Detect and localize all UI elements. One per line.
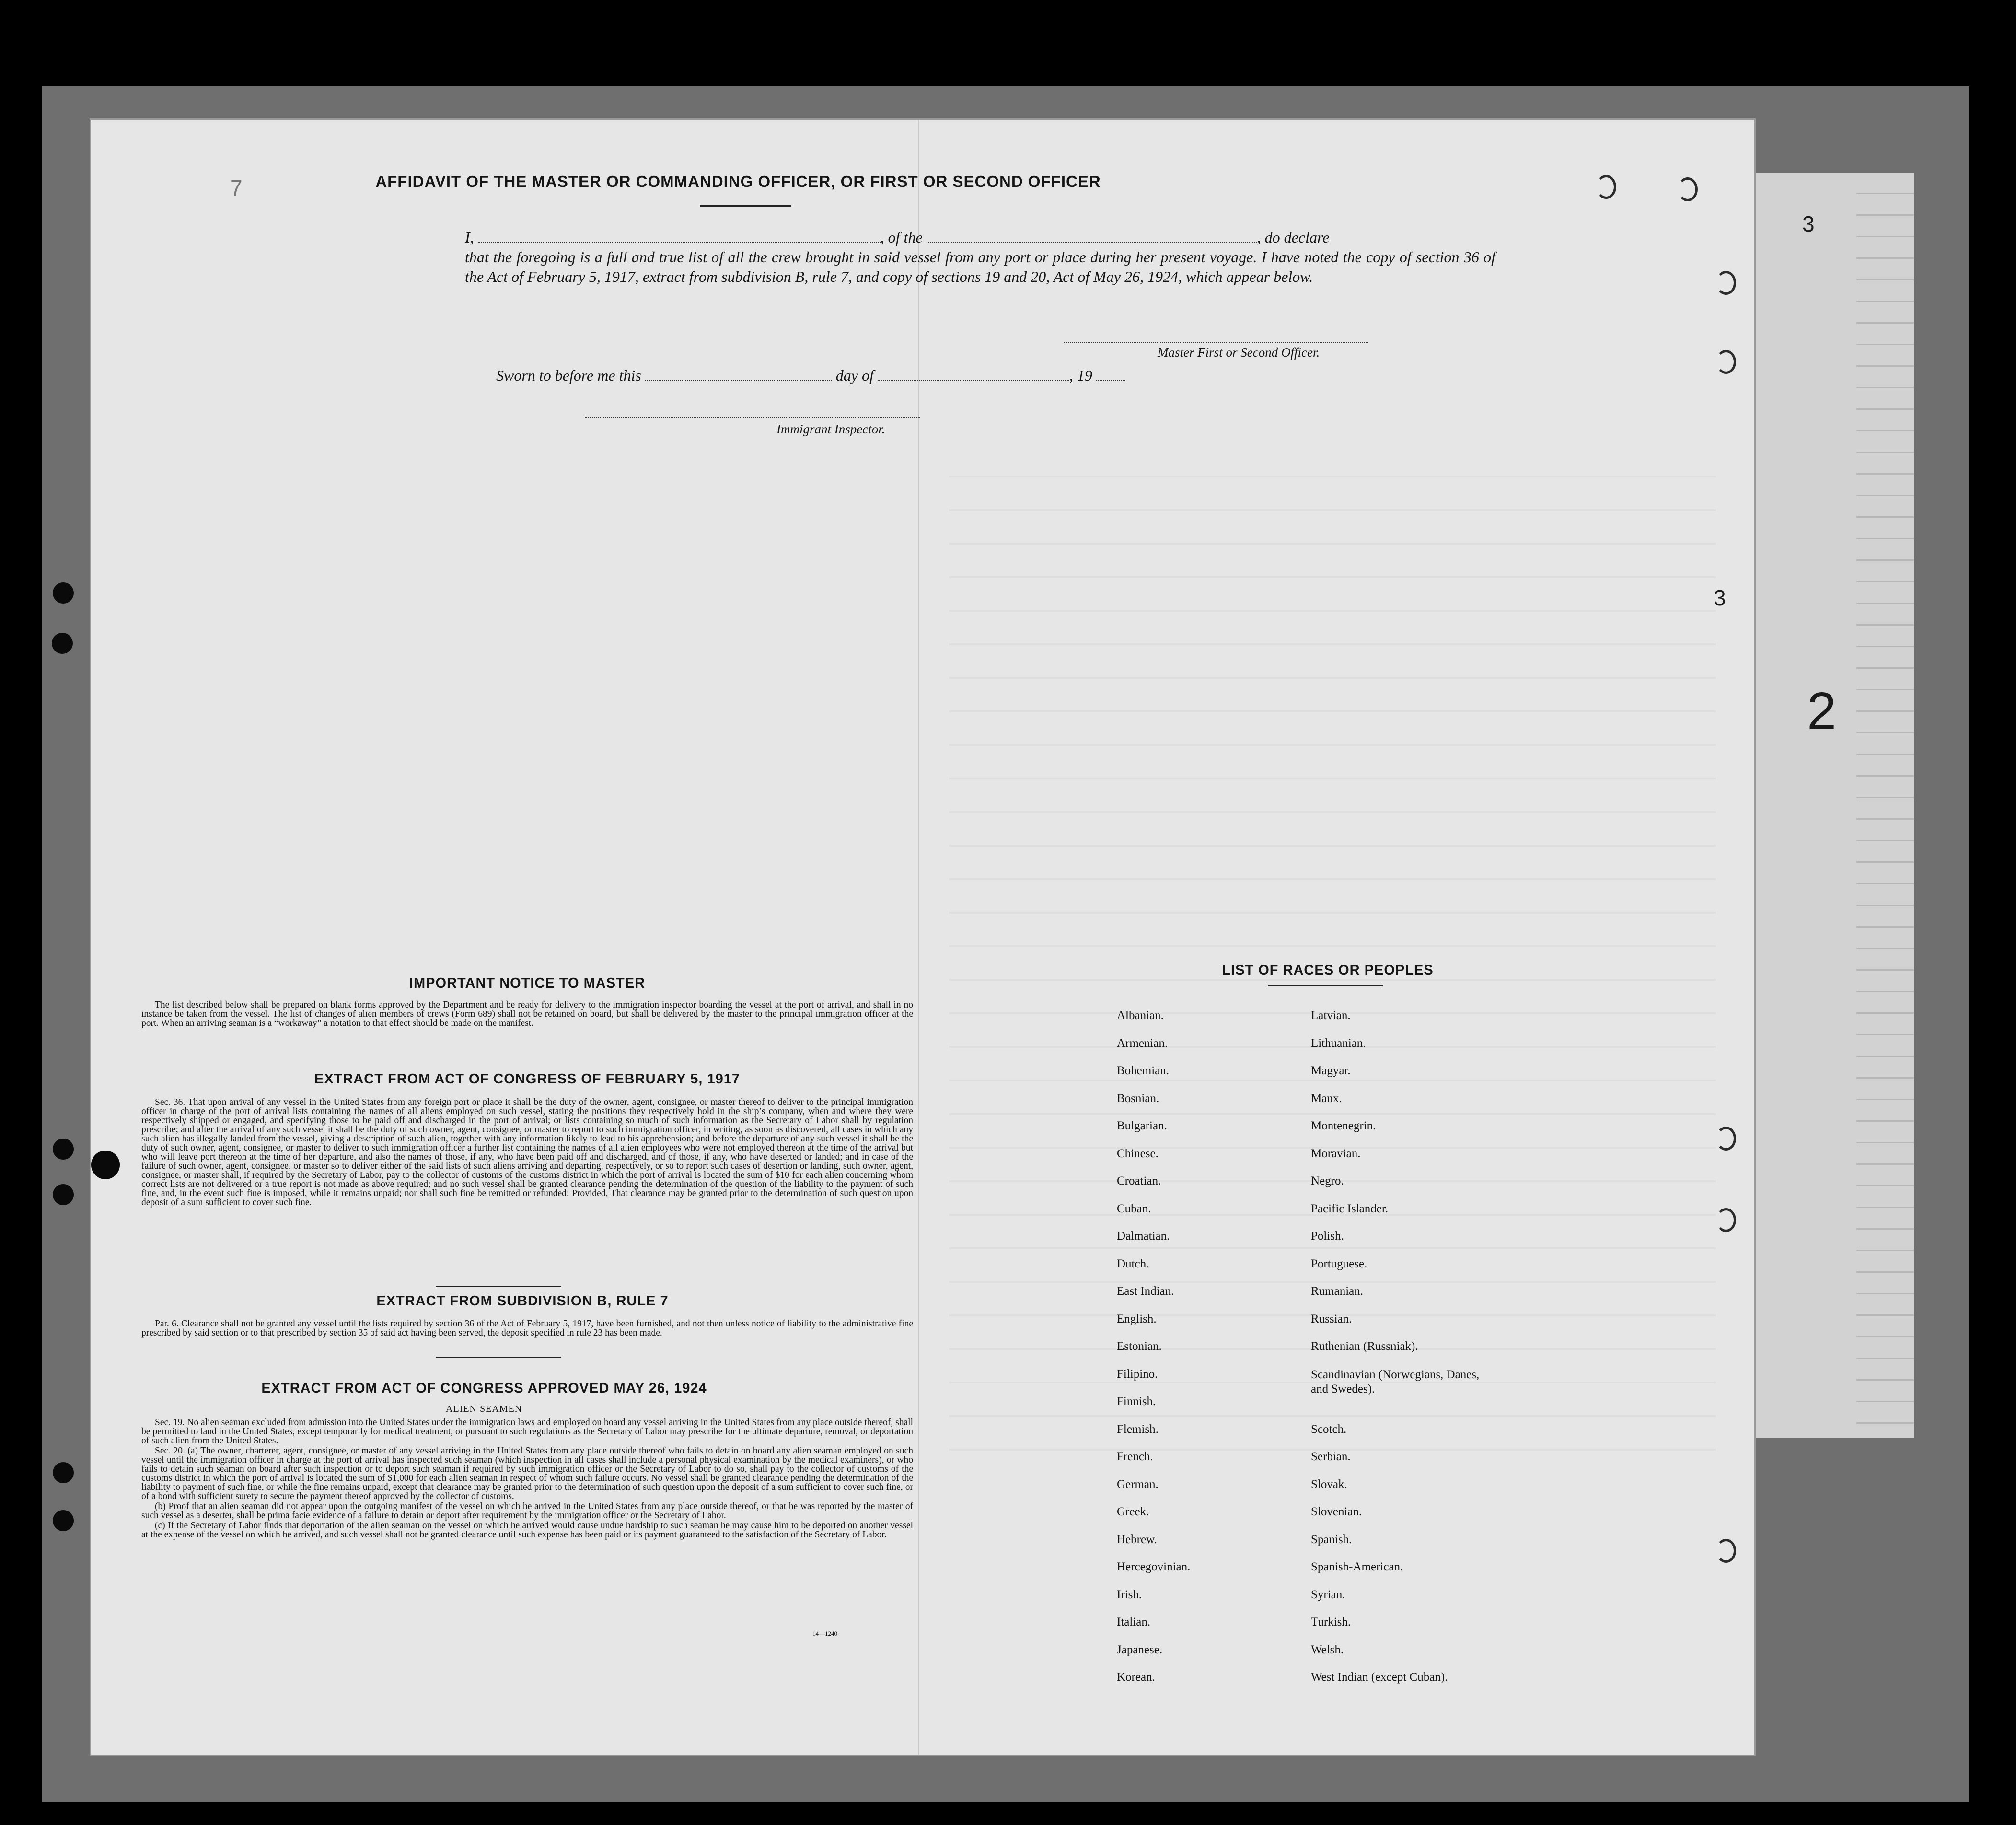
race-item: Turkish.	[1311, 1616, 1351, 1628]
race-item: Croatian.	[1117, 1174, 1161, 1187]
race-item: Filipino.	[1117, 1367, 1158, 1381]
binder-ring-icon	[1716, 350, 1736, 374]
race-item: Negro.	[1311, 1174, 1344, 1187]
race-item: French.	[1117, 1450, 1153, 1463]
binder-ring-icon	[1716, 271, 1736, 295]
binder-ring-icon	[1596, 175, 1616, 199]
margin-mark-top-right: 3	[1802, 211, 1815, 236]
title-rule	[700, 205, 791, 207]
race-item: German.	[1117, 1477, 1159, 1491]
race-item: Rumanian.	[1311, 1285, 1364, 1298]
races-title: LIST OF RACES OR PEOPLES	[1222, 963, 1434, 978]
sworn-year: , 19	[1069, 367, 1092, 384]
sworn-month-blank	[878, 380, 1069, 381]
section-rule-1	[436, 1286, 561, 1287]
punch-hole-icon	[52, 633, 73, 654]
affidavit-title: AFFIDAVIT OF THE MASTER OR COMMANDING OFFICER, OR FIRST OR SECOND OFFICER	[375, 173, 1101, 190]
center-fold	[918, 120, 919, 1755]
notice-text: The list described below shall be prepared on blank forms approved by the Department and be ready for delivery to the immigration inspector boarding the vessel at the port of arrival, and shall in no instance be taken from the vessel. The list of changes of alien members of crews (Form 689) shall not be retained on board, but shall be delivered by the master to the principal immigration officer at the port. When an arriving seaman is a “workaway” a notation to that effect should be made on the manifest.	[141, 1000, 913, 1028]
sworn-year-blank	[1096, 380, 1125, 381]
race-item: Bulgarian.	[1117, 1119, 1167, 1132]
race-item: Flemish.	[1117, 1422, 1159, 1436]
races-left-column	[1117, 1009, 1190, 1698]
extract-rule7-title: EXTRACT FROM SUBDIVISION B, RULE 7	[376, 1293, 669, 1309]
race-item: Finnish.	[1117, 1395, 1156, 1408]
extract-1924-title: EXTRACT FROM ACT OF CONGRESS APPROVED MAY 26, 1924	[261, 1381, 707, 1396]
declaration-of-the: , of the	[880, 229, 923, 246]
race-item: Scotch.	[1311, 1422, 1347, 1436]
section-rule-2	[436, 1357, 561, 1358]
form-number: 14—1240	[812, 1630, 837, 1637]
sec-19: Sec. 19. No alien seaman excluded from admission into the United States under the immigration laws and employed on board any vessel arriving in the United States from any place outside thereof, shall be permitted to land in the United States, except temporarily for medical treatment, or pursuant to such regulations as the Secretary of Labor may prescribe for the ultimate departure, removal, or deportation of such alien from the United States.	[141, 1418, 913, 1446]
binder-ring-icon	[1716, 1539, 1736, 1563]
race-item: Irish.	[1117, 1588, 1142, 1601]
race-item: Montenegrin.	[1311, 1119, 1376, 1132]
race-item: Bosnian.	[1117, 1092, 1159, 1105]
inspector-signature-line	[585, 417, 920, 418]
sworn-line	[496, 367, 1125, 384]
punch-hole-icon	[53, 1510, 74, 1531]
race-item: Greek.	[1117, 1505, 1149, 1518]
extract-1924-text	[141, 1418, 913, 1540]
extract-1917-title: EXTRACT FROM ACT OF CONGRESS OF FEBRUARY 5, 1917	[314, 1071, 741, 1087]
race-item: Portuguese.	[1311, 1257, 1367, 1270]
race-item: Syrian.	[1311, 1588, 1345, 1601]
races-right-column	[1311, 1009, 1493, 1698]
declaration	[465, 228, 1495, 287]
punch-hole-icon	[53, 1139, 74, 1160]
race-item: Korean.	[1117, 1671, 1155, 1684]
vessel-blank	[927, 242, 1257, 243]
notice-title: IMPORTANT NOTICE TO MASTER	[409, 976, 646, 991]
punch-hole-icon	[53, 1462, 74, 1483]
master-label: Master First or Second Officer.	[1158, 345, 1320, 360]
punch-hole-icon	[53, 582, 74, 604]
margin-mark-top-left: 7	[230, 175, 243, 200]
race-item: East Indian.	[1117, 1285, 1174, 1298]
sworn-prefix: Sworn to before me this	[496, 367, 641, 384]
races-title-rule	[1268, 985, 1383, 986]
declaration-body: that the foregoing is a full and true list of all the crew brought in said vessel from any port or place during her present voyage. I have noted the copy of section 36 of the Act of February 5, 1917, extract from subdivision B, rule 7, and copy of sections 19 and 20, Act of May 26, 1924, which appear below.	[465, 248, 1495, 285]
punch-hole-icon	[91, 1151, 120, 1179]
race-item: Spanish.	[1311, 1533, 1352, 1546]
binder-ring-icon	[1716, 1127, 1736, 1151]
race-item: Latvian.	[1311, 1009, 1351, 1022]
race-item: Magyar.	[1311, 1064, 1351, 1077]
margin-mark-right-2: 2	[1807, 682, 1837, 741]
race-item: Bohemian.	[1117, 1064, 1170, 1077]
race-item: Pacific Islander.	[1311, 1202, 1389, 1215]
binder-ring-icon	[1678, 177, 1698, 201]
race-item: Hercegovinian.	[1117, 1560, 1191, 1573]
race-item: Scandinavian (Norwegians, Danes, and Swedes).	[1311, 1368, 1480, 1395]
manifest-back-sheet	[91, 120, 1754, 1755]
binder-ring-icon	[1716, 1208, 1736, 1232]
name-blank	[478, 242, 881, 243]
race-item: Moravian.	[1311, 1147, 1361, 1160]
race-item: Japanese.	[1117, 1643, 1163, 1656]
race-item: Slovenian.	[1311, 1505, 1362, 1518]
race-item: Slovak.	[1311, 1477, 1347, 1491]
race-item: Ruthenian (Russniak).	[1311, 1340, 1418, 1353]
race-item: Cuban.	[1117, 1202, 1151, 1215]
extract-rule7-text: Par. 6. Clearance shall not be granted any vessel until the lists required by section 36 of the Act of February 5, 1917, have been furnished, and not then unless notice of liability to the administrative fine prescribed by said section or to that prescribed by section 35 of said act having been served, the deposit specified in rule 23 has been made.	[141, 1319, 913, 1338]
master-signature-line	[1064, 342, 1368, 343]
race-item: Welsh.	[1311, 1643, 1344, 1656]
margin-mark-right-1: 3	[1714, 585, 1726, 610]
race-item: Estonian.	[1117, 1340, 1162, 1353]
race-item: Italian.	[1117, 1616, 1151, 1628]
punch-hole-icon	[53, 1184, 74, 1205]
sec-20b: (b) Proof that an alien seaman did not appear upon the outgoing manifest of the vessel on which he arrived in the United States from any place outside thereof, or that he was reported by the master of such vessel as a deserter, shall be prima facie evidence of a failure to detain or deport after requirement by the immigration officer or the Secretary of Labor.	[141, 1501, 913, 1521]
inspector-label: Immigrant Inspector.	[776, 422, 885, 436]
sec-20c: (c) If the Secretary of Labor finds that deportation of the alien seaman on the vessel on which he arrived would cause undue hardship to such seaman he may cause him to be deported on another vessel at the expense of the vessel on which he arrived, and such vessel shall not be granted clearance until such expense has been paid or its payment guaranteed to the satisfaction of the Secretary of Labor.	[141, 1521, 913, 1540]
race-item: Armenian.	[1117, 1036, 1168, 1050]
extract-1917-text: Sec. 36. That upon arrival of any vessel in the United States from any foreign port or place it shall be the duty of the owner, agent, consignee, or master thereof to deliver to the principal immigration officer in charge of the port of arrival lists containing the names of all aliens employed on such vessel, stating the positions they respectively hold in the ship’s company, when and where they were respectively shipped or engaged, and specifying those to be paid off and discharged in the port of arrival; or lists containing so much of such information as the Secretary of Labor shall by regulation prescribe; and after the arrival of any such vessel it shall be the duty of such owner, agent, consignee, or master to report to such immigration officer, in writing, as soon as discovered, all cases in which any such alien has illegally landed from the vessel, giving a description of such alien, together with any information likely to lead to his apprehension; and before the departure of any such vessel it shall be the duty of such owner, agent, consignee, or master to deliver to such immigration officer a further list containing the names of all alien employees who were not employed thereon at the time of the arrival but who will leave port thereon at the time of her departure, and also the names of those, if any, who have been paid off and discharged, and of those, if any, who have deserted or landed; and in case of the failure of such owner, agent, consignee, or master so to deliver either of the said lists of such aliens arriving and departing, respectively, or so to report such cases of desertion or landing, such owner, agent, consignee, or master shall, if required by the Secretary of Labor, pay to the collector of customs of the customs district in which the port of arrival is located the sum of $10 for each alien concerning whom correct lists are not delivered or a true report is not made as above required; and no such vessel shall be granted clearance pending the determination of the question of the liability to the payment of such fine, and, in the event such fine is imposed, while it remains unpaid; nor shall such fine be remitted or refunded: Provided, That clearance may be granted prior to the determination of such question upon deposit of a sum sufficient to cover such fine.	[141, 1097, 913, 1208]
sworn-day-of: day of	[835, 367, 874, 384]
race-item: Serbian.	[1311, 1450, 1351, 1463]
declaration-i: I,	[465, 229, 474, 246]
sec-20a: Sec. 20. (a) The owner, charterer, agent, consignee, or master of any vessel arriving in the United States from any place outside thereof who fails to detain on board any alien seaman employed on such vessel until the immigration officer in charge at the port of arrival has inspected such seaman (which inspection in all cases shall include a personal physical examination by the medical examiners), or who fails to detain such seaman on board after such inspection or to deport such seaman if required by such immigration officer or the Secretary of Labor to do so, shall pay to the collector of customs of the customs district in which the port of arrival is located the sum of $1,000 for each alien seaman in respect of whom such failure occurs. No vessel shall be granted clearance pending the determination of the liability to payment of such fine, or while the fine remains unpaid, except that clearance may be granted prior to the determination of such question upon the deposit of a sum sufficient to cover such fine, or of a bond with sufficient surety to secure the payment thereof approved by the collector of customs.	[141, 1446, 913, 1501]
alien-seamen-heading: ALIEN SEAMEN	[446, 1404, 522, 1414]
race-item: West Indian (except Cuban).	[1311, 1671, 1448, 1684]
sworn-day-blank	[645, 380, 832, 381]
race-item: Dalmatian.	[1117, 1230, 1170, 1243]
race-item: English.	[1117, 1312, 1157, 1325]
race-item: Albanian.	[1117, 1009, 1164, 1022]
race-item: Chinese.	[1117, 1147, 1159, 1160]
race-item: Lithuanian.	[1311, 1036, 1366, 1050]
race-item: Dutch.	[1117, 1257, 1149, 1270]
race-item: Russian.	[1311, 1312, 1352, 1325]
declaration-do-declare: , do declare	[1257, 229, 1330, 246]
race-item: Polish.	[1311, 1230, 1344, 1243]
race-item: Manx.	[1311, 1092, 1342, 1105]
race-item: Hebrew.	[1117, 1533, 1157, 1546]
race-item: Spanish-American.	[1311, 1560, 1403, 1573]
